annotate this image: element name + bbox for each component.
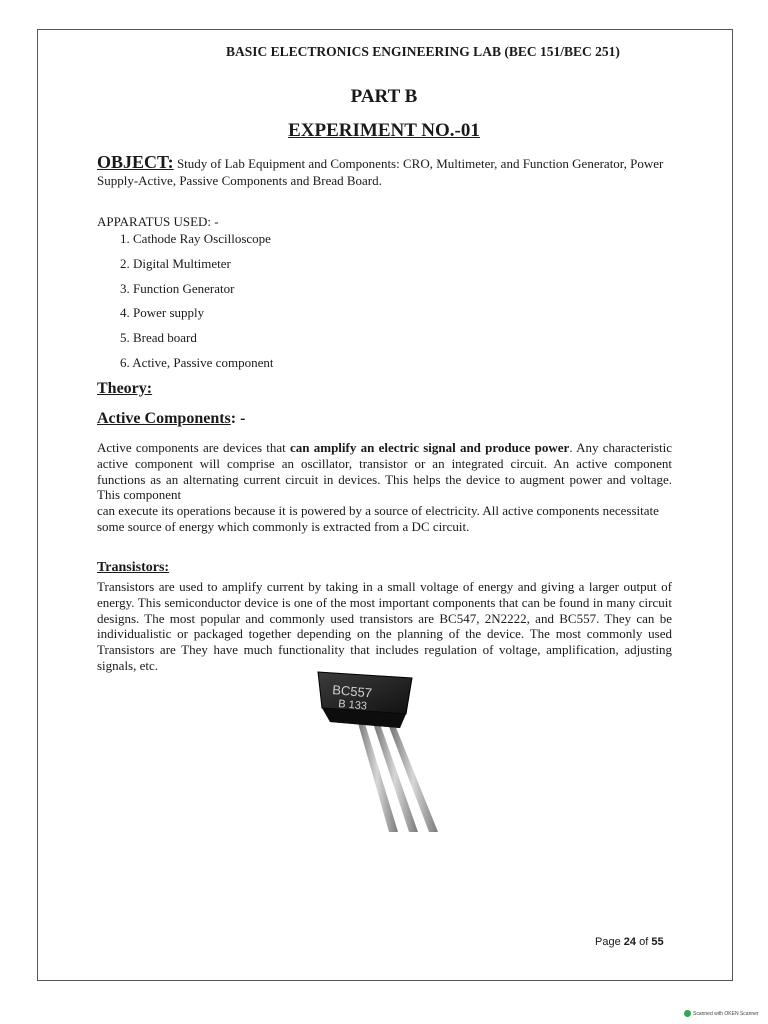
- marking-line-2: B 133: [337, 698, 368, 713]
- scanner-text: Scanned with OKEN Scanner: [693, 1010, 759, 1017]
- part-heading: PART B: [350, 86, 418, 107]
- paragraph-line: some source of energy which commonly is extracted from a DC circuit.: [97, 518, 470, 534]
- text-run: Active components are devices that: [97, 440, 291, 455]
- text-run: . Any characteristic active component will comprise an oscillator, transistor or an integrated circuit. An active component functions as an alternating current circuit in devices. This helps the device to augment power and voltage. This component: [97, 440, 672, 503]
- transistor-illustration: [300, 666, 460, 834]
- transistor-image: [300, 666, 460, 834]
- page-word: Page: [595, 936, 621, 948]
- object-text: Study of Lab Equipment and Components: CRO, Multimeter, and Function Generator, Power Supply-Active, Passive Components and Bread Board.: [97, 156, 664, 188]
- theory-heading: Theory:: [97, 380, 153, 397]
- transistors-heading: Transistors:: [97, 560, 170, 575]
- page-header: BASIC ELECTRONICS ENGINEERING LAB (BEC 151/BEC 251): [226, 44, 620, 59]
- list-item: 4. Power supply: [120, 305, 205, 321]
- object-section: [97, 154, 677, 189]
- object-label: OBJECT:: [97, 152, 174, 172]
- list-item: 5. Bread board: [120, 330, 197, 346]
- active-components-suffix: : -: [230, 410, 246, 427]
- active-components-paragraph: [97, 440, 672, 535]
- page-number: [595, 936, 664, 948]
- apparatus-list: [120, 230, 273, 379]
- apparatus-title: APPARATUS USED: -: [97, 214, 219, 229]
- active-components-title: Active Components: [97, 410, 231, 427]
- scanner-watermark: [684, 1010, 759, 1017]
- active-components-heading: [97, 410, 245, 428]
- marking-line-1: BC557: [331, 682, 373, 701]
- current-page: 24: [623, 936, 637, 948]
- scanner-logo-icon: [684, 1010, 691, 1017]
- list-item: 1. Cathode Ray Oscilloscope: [120, 231, 271, 246]
- of-word: of: [639, 936, 649, 948]
- paragraph-line: can execute its operations because it is powered by a source of electricity. All active components necessitate: [97, 503, 659, 519]
- paragraph-line: [97, 440, 672, 503]
- transistors-paragraph: Transistors are used to amplify current by taking in a small voltage of energy and giving a larger output of energy. This semiconductor device is one of the most important components that can be found in many circuit designs. The most popular and commonly used transistors are BC547, 2N2222, and BC557. They can be individualistic or packaged together depending on the planning of the device. The most commonly used Transistors are They have much functionality that includes regulation of voltage, amplification, adjusting signals, etc.: [97, 579, 672, 673]
- list-item: 6. Active, Passive component: [120, 354, 274, 370]
- list-item: 2. Digital Multimeter: [120, 255, 231, 271]
- list-item: 3. Function Generator: [120, 280, 235, 296]
- total-pages: 55: [651, 936, 664, 948]
- bold-text: can amplify an electric signal and produce power: [290, 440, 570, 455]
- experiment-heading: EXPERIMENT NO.-01: [288, 120, 480, 141]
